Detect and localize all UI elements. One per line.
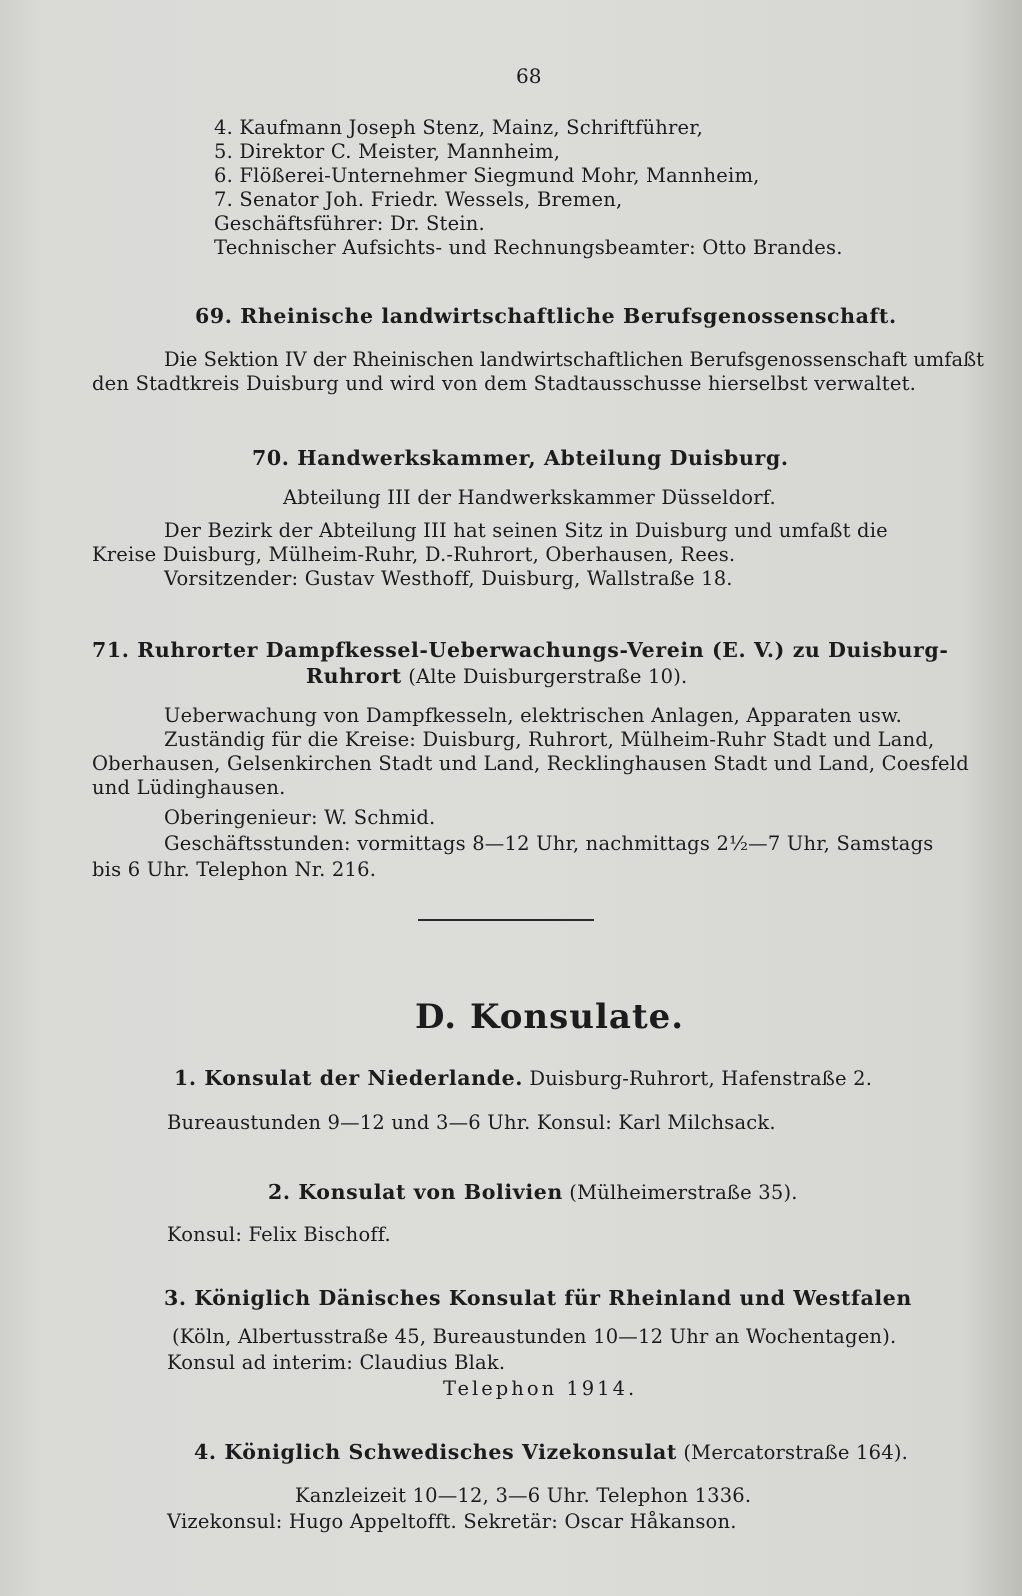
consulate-4-name: 4. Königlich Schwedisches Vizekonsulat — [194, 1440, 677, 1464]
section-71-line-5: Oberingenieur: W. Schmid. — [164, 806, 436, 829]
consulate-3-line-2: Konsul ad interim: Claudius Blak. — [167, 1351, 506, 1374]
section-70-heading: 70. Handwerkskammer, Abteilung Duisburg. — [252, 446, 789, 470]
section-69-line-1 — [164, 348, 984, 372]
section-70-subheading: Abteilung III der Handwerkskammer Düsseldorf. — [283, 486, 776, 509]
section-71-heading-2 — [306, 664, 687, 689]
consulate-2-details: Konsul: Felix Bischoff. — [167, 1223, 391, 1246]
section-71-line-4: und Lüdinghausen. — [92, 776, 286, 799]
consulate-4-heading — [194, 1440, 908, 1465]
consulate-4-line-1: Kanzleizeit 10—12, 3—6 Uhr. Telephon 1336. — [295, 1484, 752, 1507]
section-71-line-1: Ueberwachung von Dampfkesseln, elektrischen Anlagen, Apparaten usw. — [164, 704, 903, 727]
consulate-3-line-1: (Köln, Albertusstraße 45, Bureaustunden 10—12 Uhr an Wochentagen). — [172, 1325, 897, 1348]
section-71-line-6: Geschäftsstunden: vormittags 8—12 Uhr, nachmittags 2½—7 Uhr, Samstags — [164, 832, 934, 855]
consulate-1-details: Bureaustunden 9—12 und 3—6 Uhr. Konsul: Karl Milchsack. — [167, 1111, 776, 1134]
section-70-line-2: Kreise Duisburg, Mülheim-Ruhr, D.-Ruhrort, Oberhausen, Rees. — [92, 543, 736, 566]
consulate-2-name: 2. Konsulat von Bolivien — [268, 1180, 563, 1204]
section-71-line-3: Oberhausen, Gelsenkirchen Stadt und Land, Recklinghausen Stadt und Land, Coesfeld — [92, 752, 969, 775]
consulate-3-heading: 3. Königlich Dänisches Konsulat für Rheinland und Westfalen — [164, 1286, 912, 1310]
consulate-1-address: Duisburg-Ruhrort, Hafenstraße 2. — [529, 1067, 873, 1090]
page-number: 68 — [516, 64, 542, 88]
section-d-title: D. Konsulate. — [415, 997, 685, 1037]
member-line: 5. Direktor C. Meister, Mannheim, — [214, 140, 561, 163]
section-69-text-1: Die Sektion IV der Rheinischen landwirtschaftlichen Berufsgenossenschaft umfaßt — [164, 348, 984, 371]
section-70-line-3: Vorsitzender: Gustav Westhoff, Duisburg, Wallstraße 18. — [164, 567, 733, 590]
section-71-line-7: bis 6 Uhr. Telephon Nr. 216. — [92, 858, 377, 881]
section-71-heading-address: (Alte Duisburgerstraße 10). — [408, 665, 688, 688]
consulate-4-address: (Mercatorstraße 164). — [683, 1441, 909, 1464]
technical-officer-line: Technischer Aufsichts- und Rechnungsbeamter: Otto Brandes. — [214, 236, 843, 259]
managing-director-line: Geschäftsführer: Dr. Stein. — [214, 212, 485, 235]
member-line: 7. Senator Joh. Friedr. Wessels, Bremen, — [214, 188, 623, 211]
section-70-line-1: Der Bezirk der Abteilung III hat seinen Sitz in Duisburg und umfaßt die — [164, 519, 888, 542]
section-divider — [418, 919, 594, 921]
consulate-3-line-3: Telephon 1914. — [443, 1377, 638, 1400]
section-69-heading: 69. Rheinische landwirtschaftliche Berufsgenossenschaft. — [195, 304, 897, 328]
member-line: 6. Flößerei-Unternehmer Siegmund Mohr, Mannheim, — [214, 164, 760, 187]
consulate-1-name: 1. Konsulat der Niederlande. — [174, 1066, 523, 1090]
section-71-heading-1: 71. Ruhrorter Dampfkessel-Ueberwachungs-Verein (E. V.) zu Duisburg- — [92, 638, 949, 662]
consulate-2-heading — [268, 1180, 798, 1205]
section-69-line-2: den Stadtkreis Duisburg und wird von dem Stadtausschusse hierselbst verwaltet. — [92, 372, 917, 395]
section-71-line-2: Zuständig für die Kreise: Duisburg, Ruhrort, Mülheim-Ruhr Stadt und Land, — [164, 728, 935, 751]
member-line: 4. Kaufmann Joseph Stenz, Mainz, Schriftführer, — [214, 116, 703, 139]
section-71-heading-bold: Ruhrort — [306, 664, 402, 688]
consulate-4-line-2: Vizekonsul: Hugo Appeltofft. Sekretär: Oscar Håkanson. — [167, 1510, 737, 1533]
consulate-1-heading — [174, 1066, 872, 1091]
consulate-2-address: (Mülheimerstraße 35). — [569, 1181, 798, 1204]
